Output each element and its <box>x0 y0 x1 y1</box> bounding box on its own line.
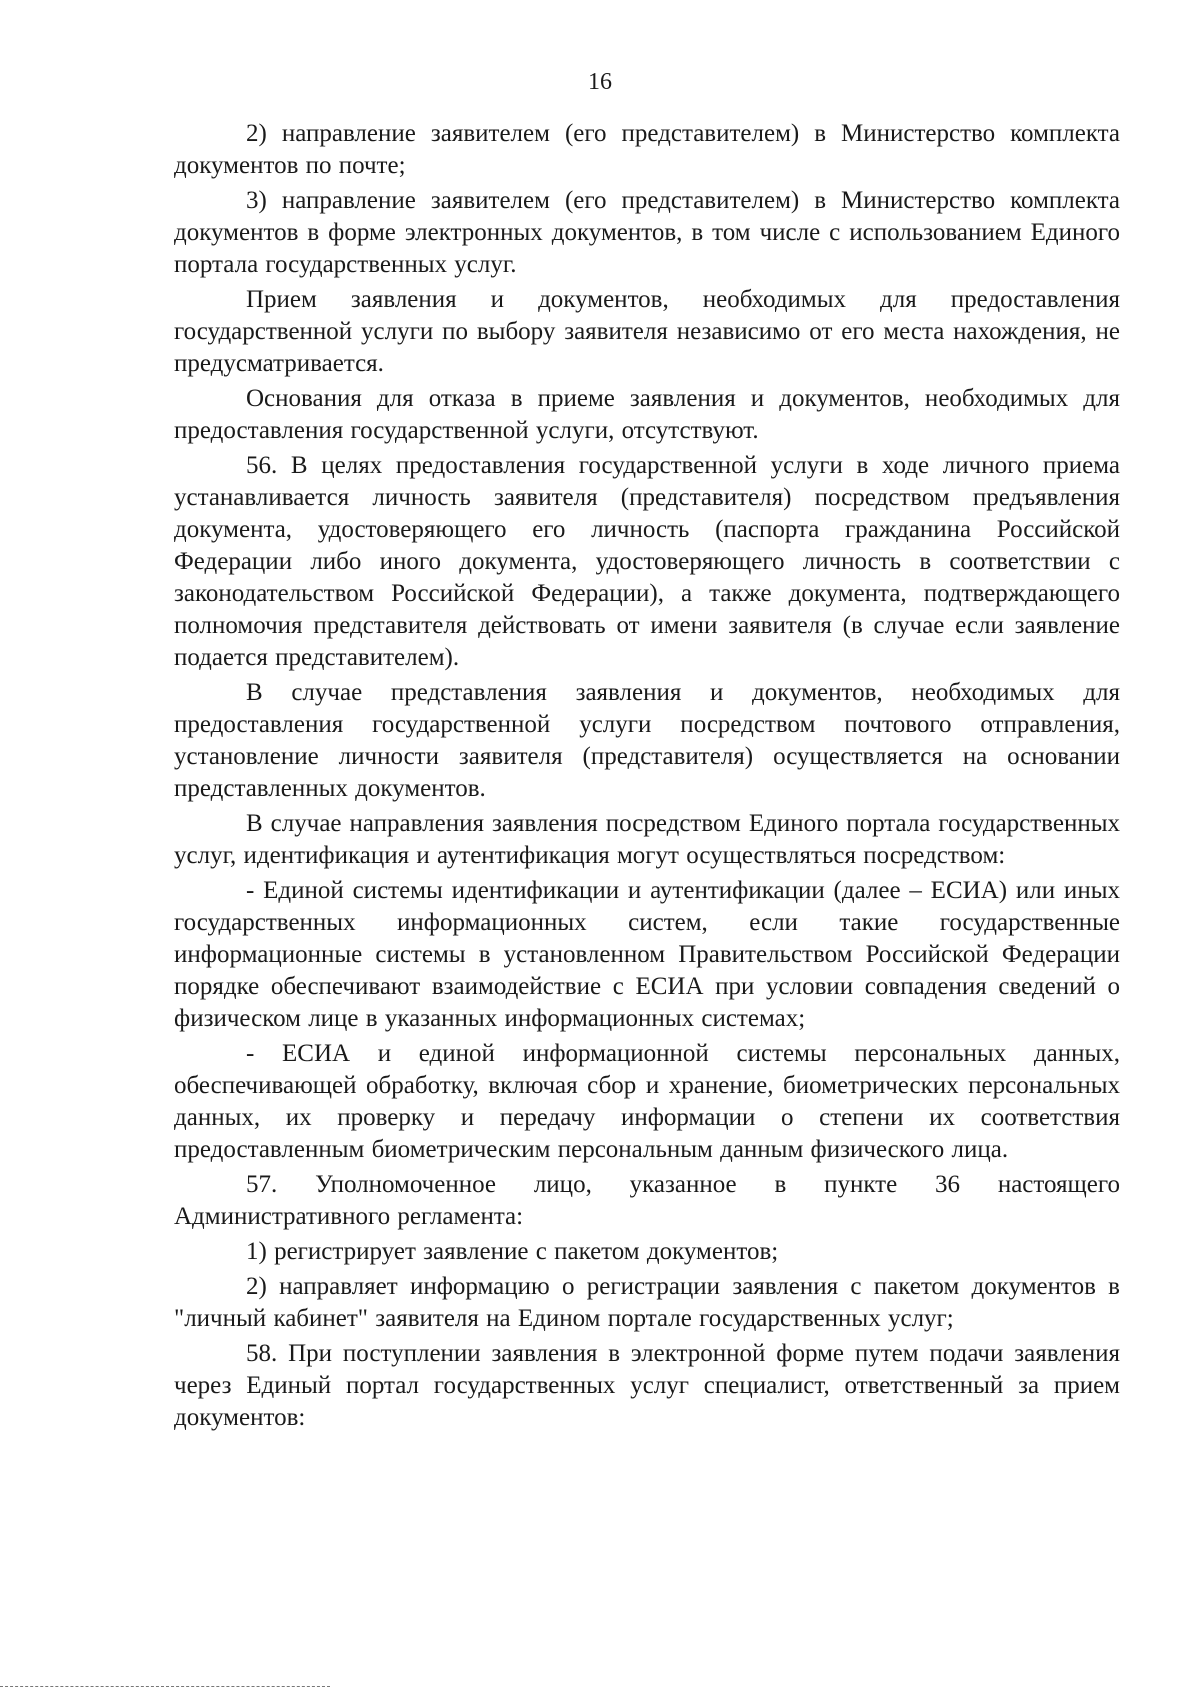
paragraph-58: 58. При поступлении заявления в электронной форме путем подачи заявления через Единый портал государственных услуг специалист, ответственный за прием документов: <box>174 1340 1120 1431</box>
paragraph-item-2-mail: 2) направление заявителем (его представителем) в Министерство комплекта документов по почте; <box>174 120 1120 179</box>
paragraph-postal-identification: В случае представления заявления и документов, необходимых для предоставления государственной услуги посредством почтового отправления, установление личности заявителя (представителя) осуществляется на основании представленных документов. <box>174 679 1120 802</box>
paragraph-57-item-1: 1) регистрирует заявление с пакетом документов; <box>246 1238 779 1265</box>
paragraph-56: 56. В целях предоставления государственной услуги в ходе личного приема устанавливается личность заявителя (представителя) посредством предъявления документа, удостоверяющего его личность (паспорта гражданина Российской Федерации либо иного документа, удостоверяющего личность в соответствии с законодательством Российской Федерации), а также документа, подтверждающего полномочия представителя действовать от имени заявителя (в случае если заявление подается представителем). <box>174 452 1120 671</box>
paragraph-57: 57. Уполномоченное лицо, указанное в пункте 36 настоящего Административного регламента: <box>174 1171 1120 1230</box>
footer-divider <box>0 1686 330 1687</box>
paragraph-esia-item: - Единой системы идентификации и аутентификации (далее – ЕСИА) или иных государственных информационных систем, если такие государственные информационные системы в установленном Правительством Российской Федерации порядке обеспечивают взаимодействие с ЕСИА при условии совпадения сведений о физическом лице в указанных информационных системах; <box>174 877 1120 1032</box>
paragraph-biometric-item: - ЕСИА и единой информационной системы персональных данных, обеспечивающей обработку, включая сбор и хранение, биометрических персональных данных, их проверку и передачу информации о степени их соответствия предоставленным биометрическим персональным данным физического лица. <box>174 1040 1120 1163</box>
paragraph-reception-location: Прием заявления и документов, необходимых для предоставления государственной услуги по выбору заявителя независимо от его места нахождения, не предусматривается. <box>174 286 1120 377</box>
paragraph-refusal-grounds: Основания для отказа в приеме заявления и документов, необходимых для предоставления государственной услуги, отсутствуют. <box>174 385 1120 444</box>
page-number: 16 <box>588 69 612 95</box>
paragraph-57-item-2: 2) направляет информацию о регистрации заявления с пакетом документов в "личный кабинет" заявителя на Едином портале государственных услуг; <box>174 1273 1120 1332</box>
paragraph-portal-identification: В случае направления заявления посредством Единого портала государственных услуг, идентификация и аутентификация могут осуществляться посредством: <box>174 810 1120 869</box>
paragraph-item-3-electronic: 3) направление заявителем (его представителем) в Министерство комплекта документов в форме электронных документов, в том числе с использованием Единого портала государственных услуг. <box>174 187 1120 278</box>
document-body <box>174 118 1120 1434</box>
